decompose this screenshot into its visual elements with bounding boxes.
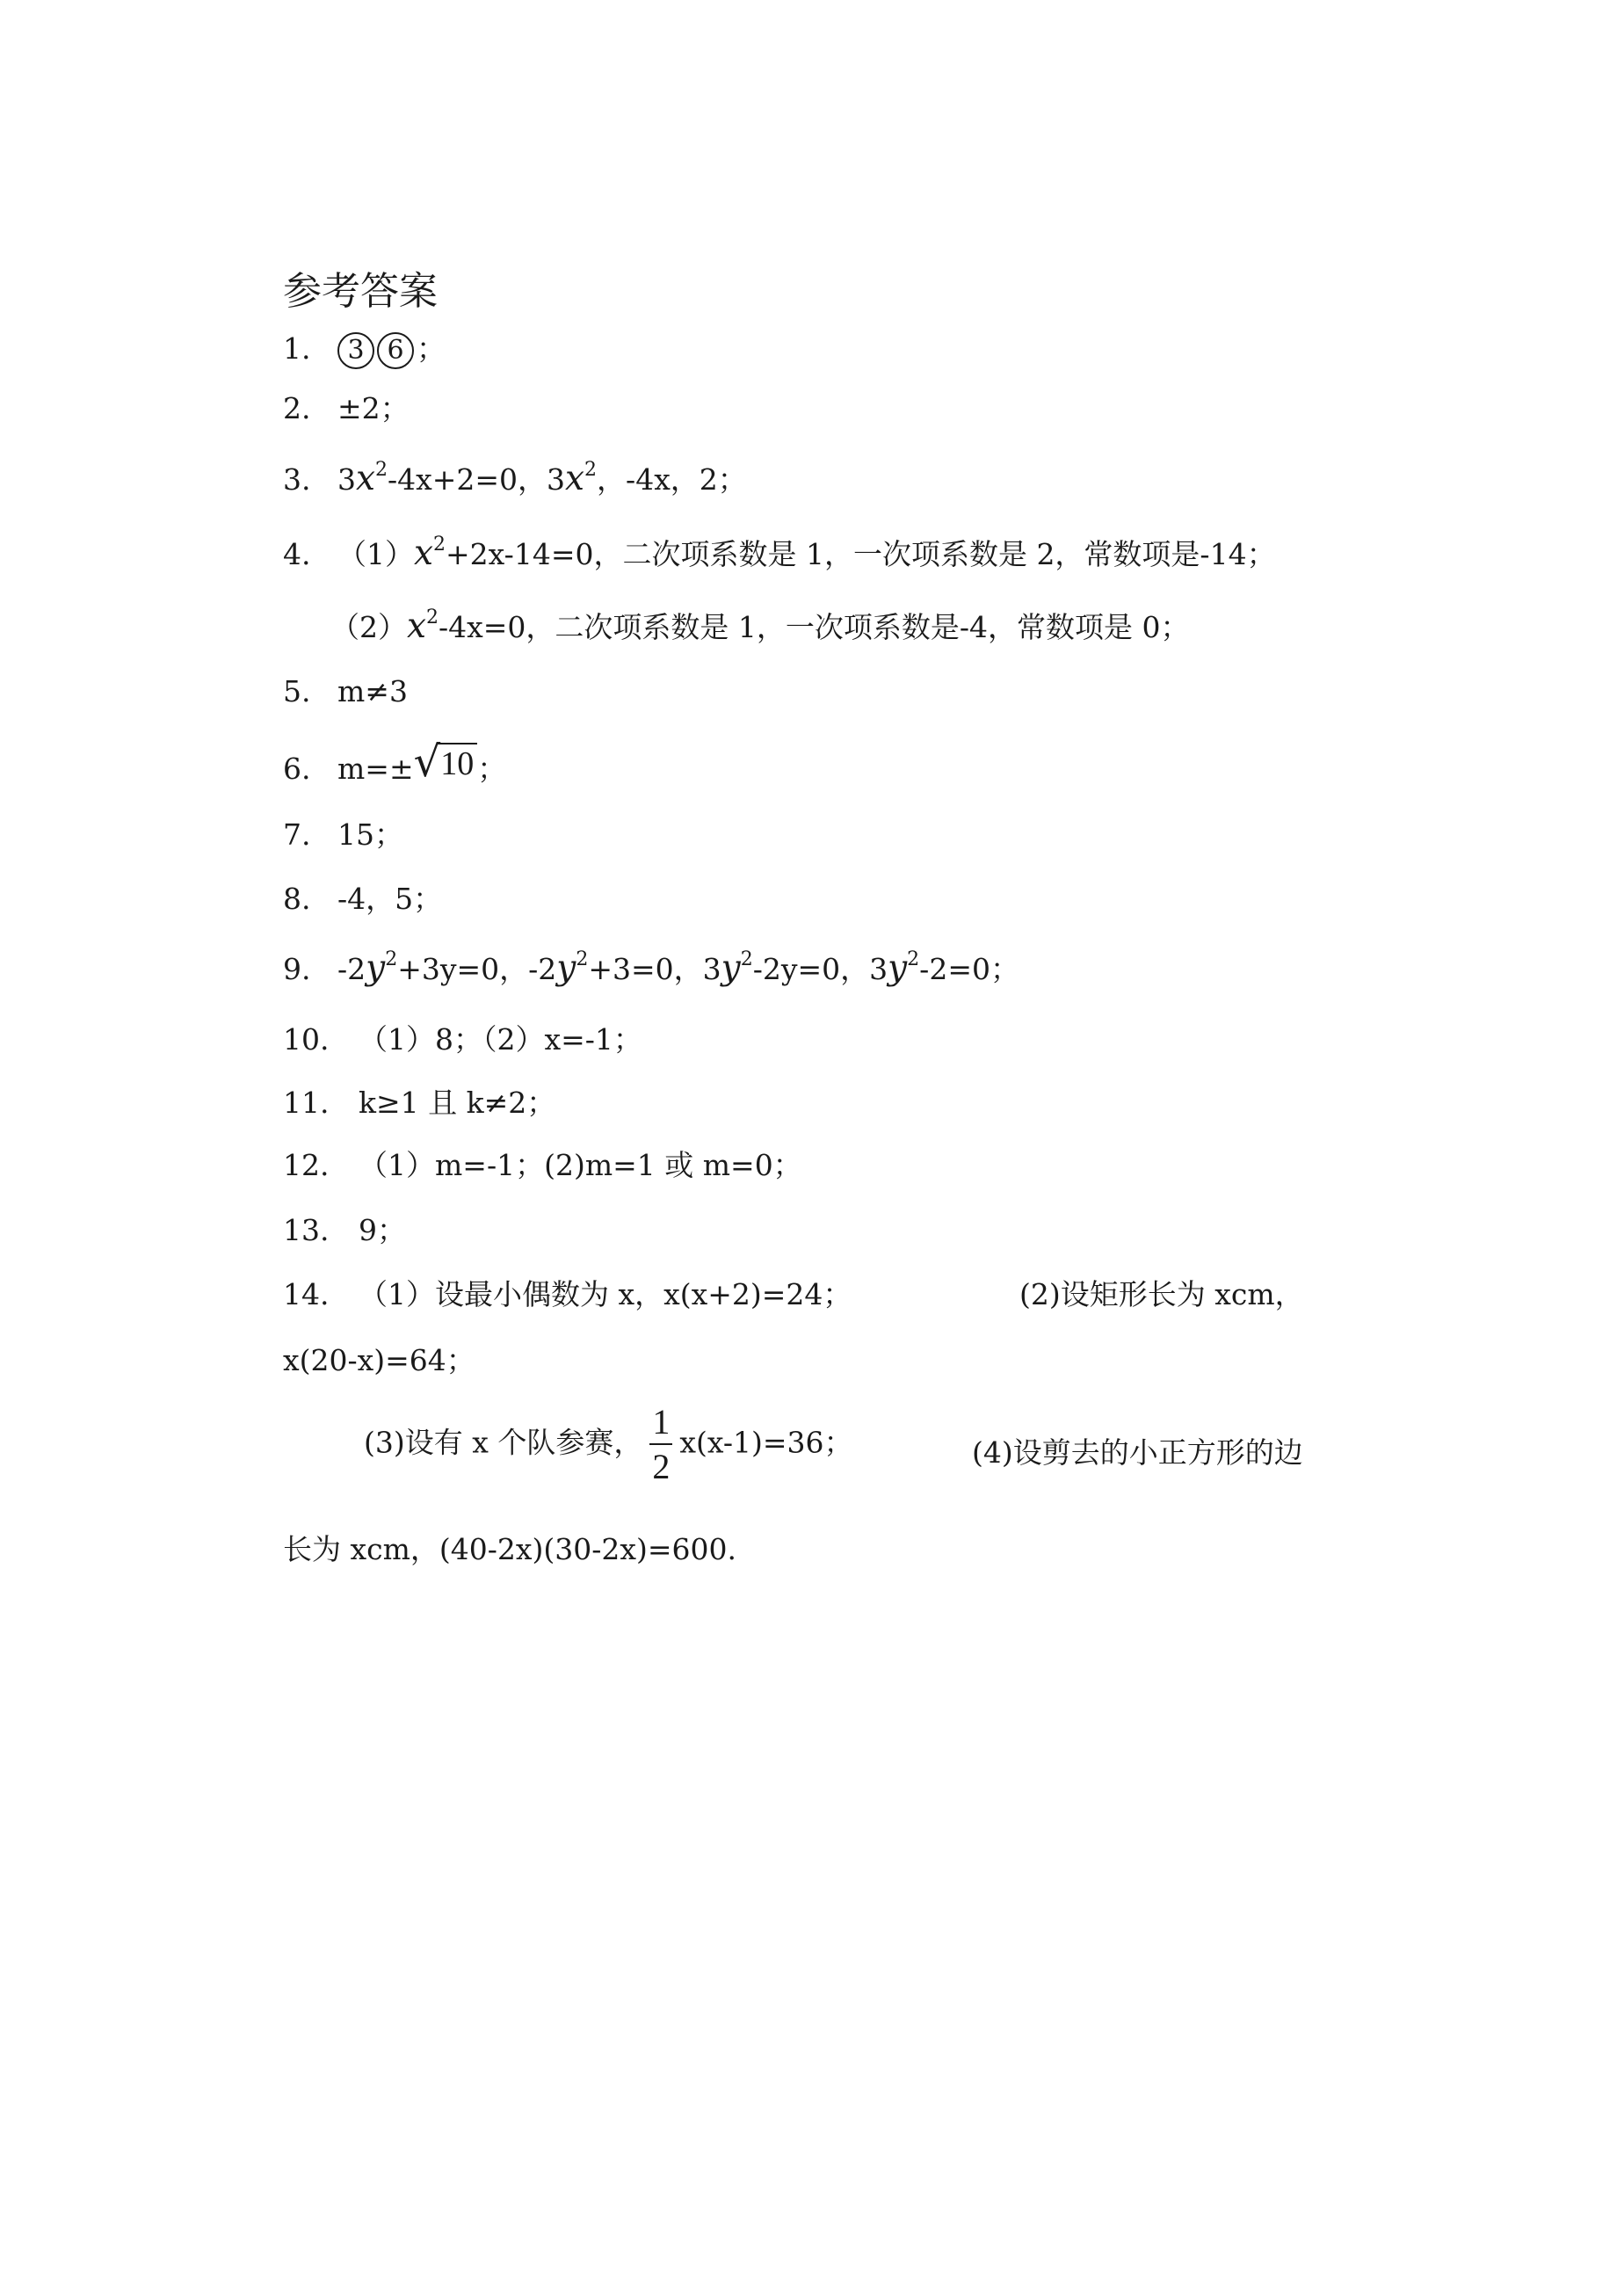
math-variable: x (407, 606, 426, 646)
answer-number: 6. (283, 752, 311, 786)
math-variable: x (414, 534, 433, 573)
sub-part-label: （1） (337, 537, 414, 571)
answer-4-part-2 (330, 606, 1190, 646)
answer-4-part-1 (283, 534, 1276, 573)
answer-11 (283, 1086, 556, 1120)
answer-13 (283, 1213, 406, 1247)
fraction-denominator: 2 (652, 1447, 671, 1486)
math-variable: y (888, 948, 908, 988)
answer-number: 5. (283, 674, 311, 708)
answer-number: 4. (283, 537, 311, 571)
answer-text: (4)设剪去的小正方形的边 (972, 1435, 1303, 1470)
answer-number: 8. (283, 882, 311, 916)
page-title: 参考答案 (283, 269, 438, 314)
answer-number: 1. (283, 331, 311, 366)
answer-14-part-2-cont (283, 1343, 475, 1377)
answer-1 (283, 332, 446, 369)
math-exponent: 2 (576, 948, 589, 970)
answer-text: ，-4x，2； (597, 462, 747, 497)
math-exponent: 2 (740, 948, 753, 970)
answer-14-part-2 (1019, 1277, 1304, 1311)
answer-text: （1）8；（2）x=-1； (359, 1022, 642, 1057)
answer-6 (283, 737, 507, 787)
math-exponent: 2 (433, 534, 446, 556)
answer-text: -4x=0，二次项系数是 1，一次项系数是-4，常数项是 0； (439, 610, 1190, 644)
math-variable: y (556, 948, 576, 988)
radicand: 10 (438, 743, 477, 783)
answer-text: 9； (359, 1213, 406, 1247)
answer-text: +2x-14=0，二次项系数是 1，一次项系数是 2，常数项是-14； (446, 537, 1276, 571)
math-variable: x (356, 459, 375, 498)
answer-text: -2=0； (919, 952, 1019, 986)
answer-tail: ； (417, 331, 446, 366)
answer-number: 10. (283, 1022, 330, 1057)
answer-3 (283, 461, 747, 496)
math-exponent: 2 (385, 948, 398, 970)
answer-number: 11. (283, 1086, 330, 1120)
answer-14-part-4 (972, 1435, 1303, 1470)
answer-text: m=± (337, 752, 414, 786)
answer-text: ±2； (337, 391, 410, 425)
answer-text: (2)设矩形长为 xcm， (1019, 1277, 1304, 1311)
fraction-numerator: 1 (649, 1405, 672, 1445)
answer-9 (283, 948, 1019, 988)
answer-number: 12. (283, 1148, 330, 1182)
answer-text: ； (477, 752, 507, 786)
answer-text: m≠3 (337, 674, 408, 708)
math-exponent: 2 (584, 459, 598, 481)
answer-text: 长为 xcm，(40-2x)(30-2x)=600. (283, 1532, 736, 1566)
circled-number: 3 (337, 332, 374, 369)
answer-14-part-4-cont (283, 1532, 736, 1566)
square-root (413, 737, 478, 787)
answer-text: （1）m=-1；(2)m=1 或 m=0； (359, 1148, 802, 1182)
answer-number: 2. (283, 391, 311, 425)
math-variable: y (366, 948, 386, 988)
answer-number: 9. (283, 952, 311, 986)
answer-10 (283, 1022, 642, 1057)
radical-sign: √ (413, 737, 441, 787)
answer-text: 3 (337, 462, 356, 497)
math-variable: y (721, 948, 741, 988)
math-exponent: 2 (426, 606, 439, 628)
answer-text: （1）设最小偶数为 x，x(x+2)=24； (359, 1277, 852, 1311)
fraction (649, 1402, 672, 1486)
answer-text: x(20-x)=64； (283, 1343, 475, 1377)
answer-text: 15； (337, 817, 403, 852)
answer-14 (283, 1277, 852, 1311)
answer-number: 3. (283, 462, 311, 497)
answer-text: x(x-1)=36； (679, 1425, 853, 1460)
math-variable: x (565, 459, 585, 498)
math-exponent: 2 (907, 948, 920, 970)
answer-number: 7. (283, 817, 311, 852)
answer-text: -4x+2=0，3 (388, 462, 566, 497)
answer-12 (283, 1148, 802, 1182)
answer-text: +3y=0，-2 (397, 952, 557, 986)
answer-number: 14. (283, 1277, 330, 1311)
answer-text: k≥1 且 k≠2； (359, 1086, 556, 1120)
answer-7 (283, 817, 403, 852)
math-exponent: 2 (375, 459, 388, 481)
answer-text: -4，5； (337, 882, 443, 916)
answer-text: (3)设有 x 个队参赛， (364, 1425, 643, 1460)
answer-5 (283, 674, 408, 708)
answer-number: 13. (283, 1213, 330, 1247)
answer-2 (283, 391, 410, 425)
answer-8 (283, 882, 443, 916)
answer-text: -2 (337, 952, 366, 986)
answer-text: +3=0，3 (588, 952, 721, 986)
sub-part-label: （2） (330, 610, 407, 644)
circled-number: 6 (377, 332, 414, 369)
answer-text: -2y=0，3 (752, 952, 888, 986)
answer-14-part-3 (364, 1402, 853, 1486)
